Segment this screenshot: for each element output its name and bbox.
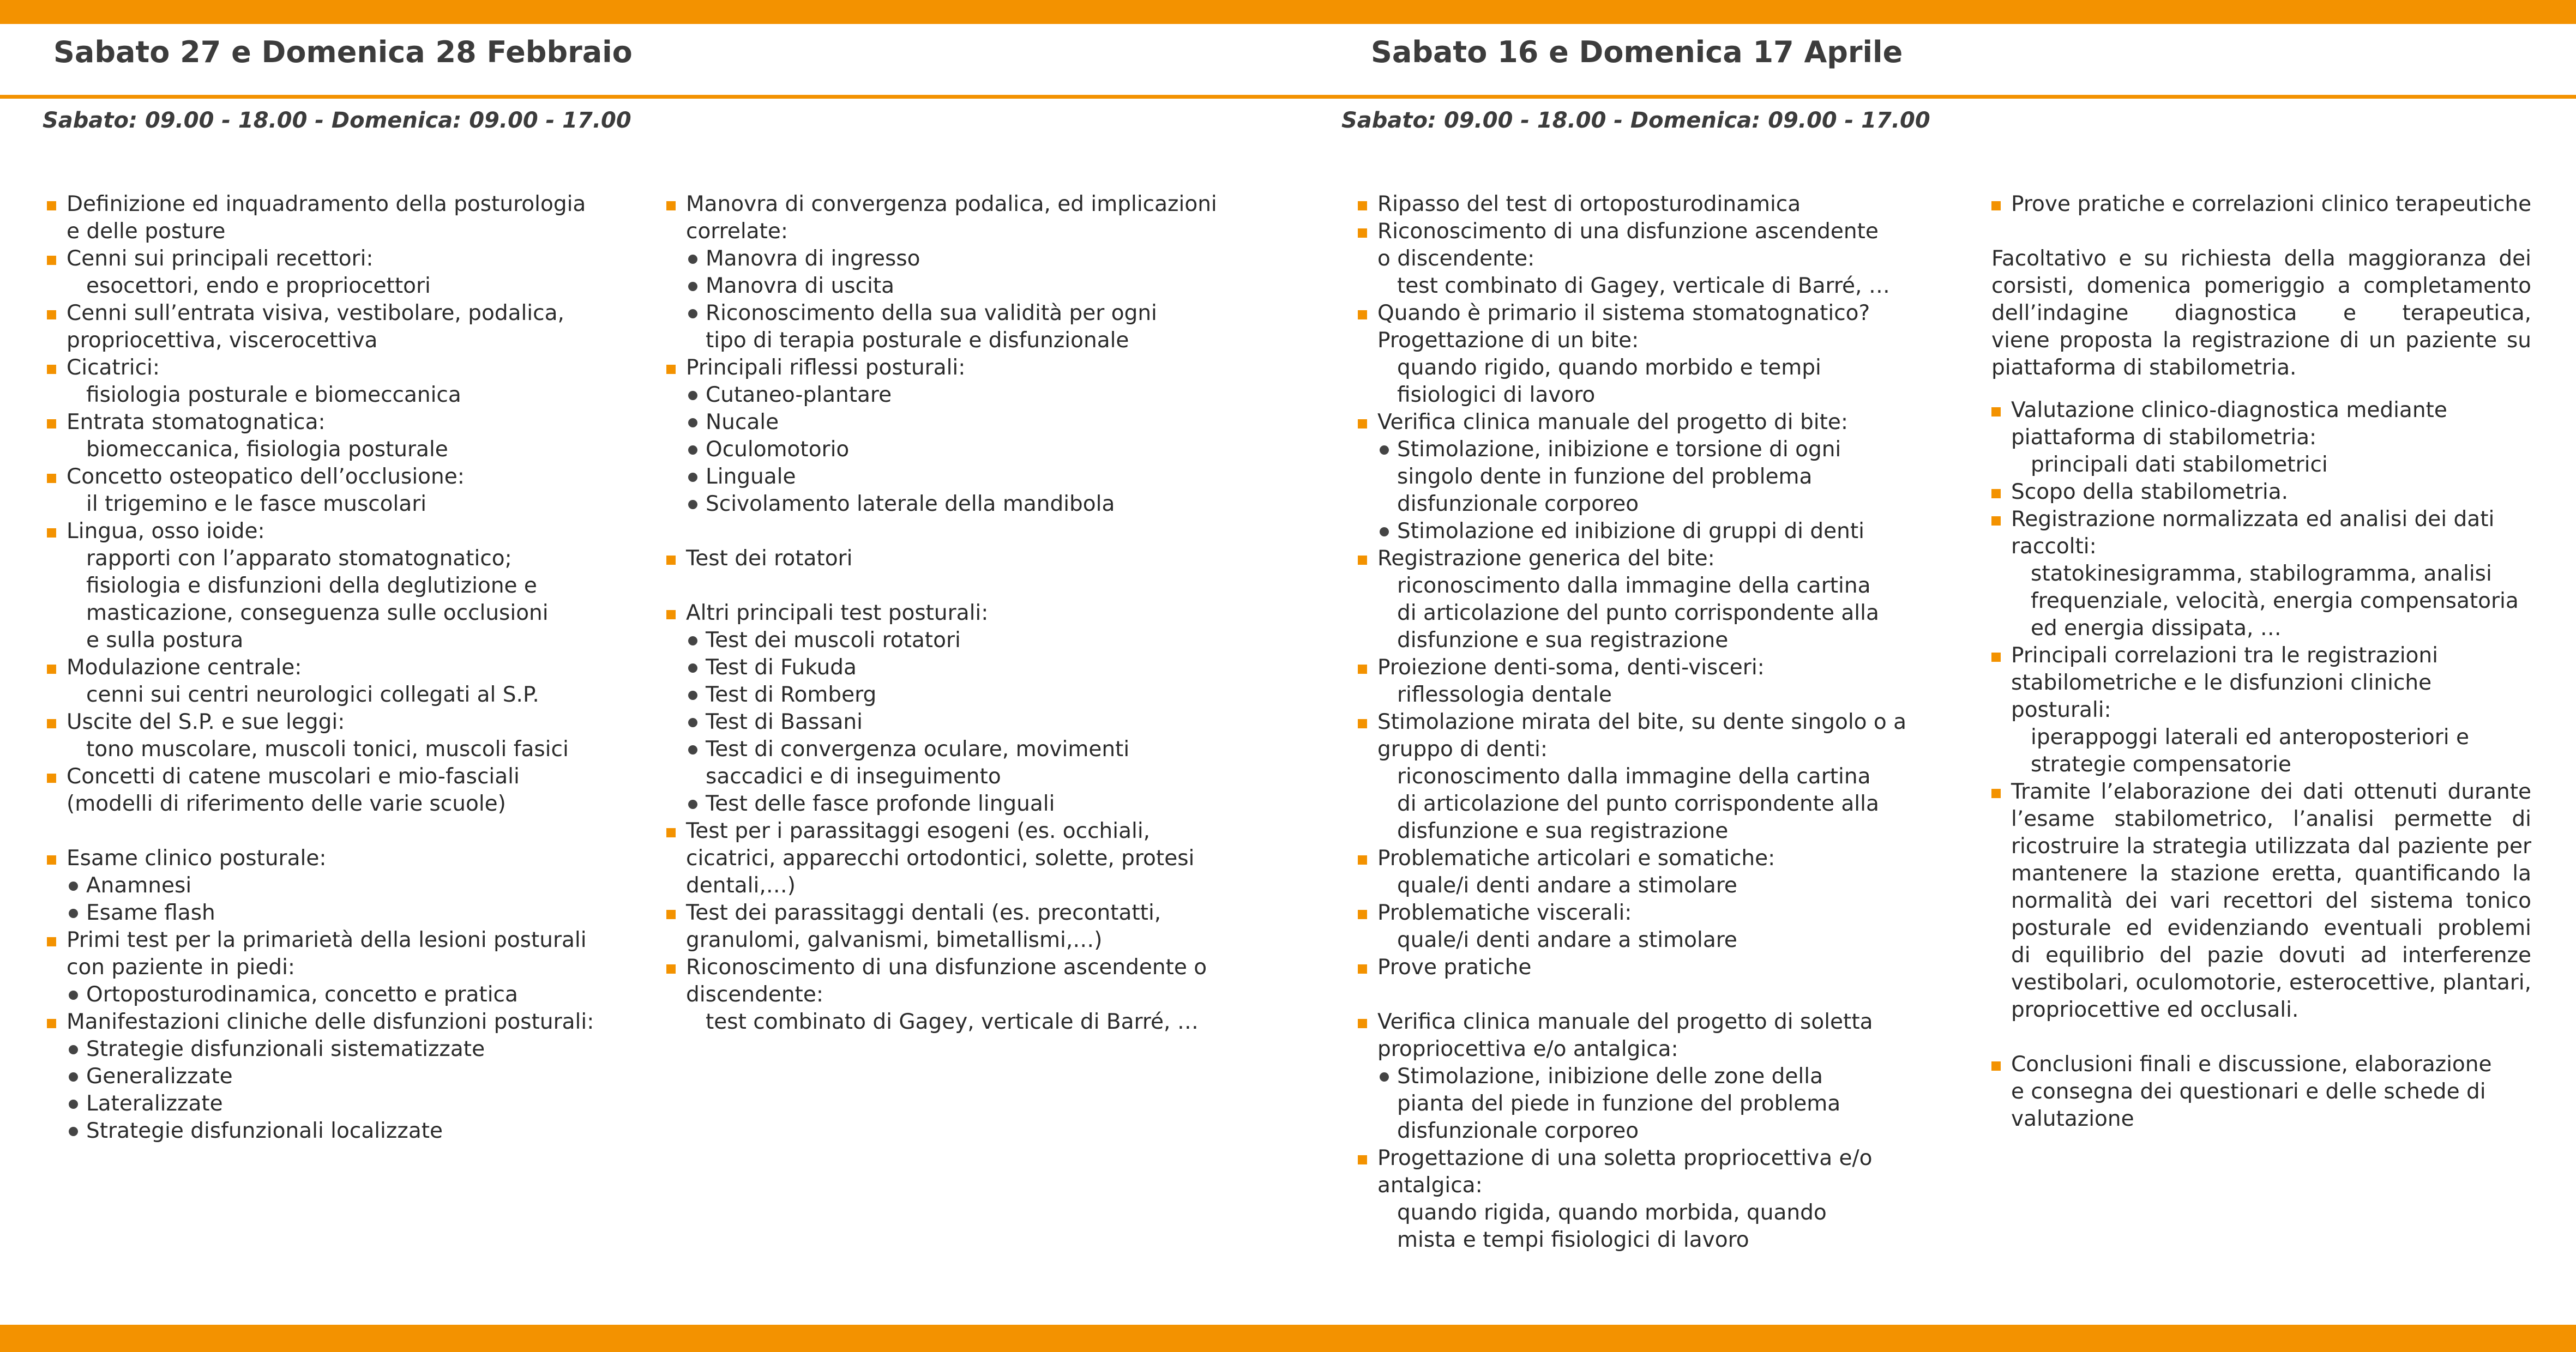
sub-list-item bbox=[686, 654, 1261, 681]
item-text: Quando è primario il sistema stomatognatico? bbox=[1377, 301, 1870, 325]
item-text: Scopo della stabilometria. bbox=[2011, 480, 2289, 504]
item-text: dentali,…) bbox=[686, 873, 796, 898]
item-text: Manovra di convergenza podalica, ed implicazioni bbox=[686, 192, 1217, 216]
spacer bbox=[1991, 1024, 2531, 1051]
item-text: Modulazione centrale: bbox=[67, 655, 302, 680]
item-detail: quale/i denti andare a stimolare bbox=[1397, 928, 1737, 952]
item-detail: mista e tempi fisiologici di lavoro bbox=[1397, 1228, 1749, 1252]
sub-list-item bbox=[686, 627, 1261, 654]
orange-square-bullet-icon bbox=[666, 964, 676, 974]
bottom-accent-bar bbox=[0, 1325, 2576, 1352]
round-bullet-icon bbox=[688, 473, 697, 482]
list-item bbox=[47, 354, 636, 409]
item-detail: quando rigido, quando morbido e tempi bbox=[1397, 355, 1821, 380]
sub-item-text: Test di Romberg bbox=[706, 683, 877, 707]
orange-square-bullet-icon bbox=[1358, 1019, 1367, 1028]
item-text: Lingua, osso ioide: bbox=[67, 519, 265, 544]
item-text: mantenere la stazione eretta, quantificando la bbox=[2011, 861, 2531, 886]
item-detail: fisiologia e disfunzioni della deglutizione e bbox=[86, 574, 537, 598]
sub-item-text: Stimolazione, inibizione e torsione di ogni bbox=[1397, 437, 1841, 462]
orange-square-bullet-icon bbox=[47, 310, 56, 319]
round-bullet-icon bbox=[69, 1127, 78, 1136]
sub-list-item bbox=[1377, 518, 1919, 545]
header-divider bbox=[0, 95, 2576, 99]
orange-square-bullet-icon bbox=[47, 665, 56, 674]
item-text: normalità dei vari recettori del sistema tonico bbox=[2011, 889, 2531, 913]
item-text: gruppo di denti: bbox=[1377, 737, 1548, 762]
item-detail: principali dati stabilometrici bbox=[2031, 452, 2328, 477]
item-text: con paziente in piedi: bbox=[67, 955, 296, 980]
round-bullet-icon bbox=[69, 1100, 78, 1109]
item-text: Esame clinico posturale: bbox=[67, 846, 327, 871]
orange-square-bullet-icon bbox=[47, 937, 56, 946]
sub-item-text: Generalizzate bbox=[86, 1064, 233, 1089]
orange-square-bullet-icon bbox=[47, 528, 56, 538]
list-item bbox=[666, 818, 1261, 900]
sub-item-text: disfunzionale corporeo bbox=[1397, 1119, 1639, 1143]
item-text: e delle posture bbox=[67, 219, 226, 244]
list-item bbox=[1358, 1009, 1919, 1145]
list-item bbox=[1358, 545, 1919, 654]
sub-list-item bbox=[686, 491, 1261, 518]
round-bullet-icon bbox=[688, 691, 697, 700]
item-detail: tono muscolare, muscoli tonici, muscoli fasici bbox=[86, 737, 569, 762]
item-text: Registrazione normalizzata ed analisi dei dati bbox=[2011, 507, 2495, 532]
list-item bbox=[1991, 778, 2531, 1024]
item-text: o discendente: bbox=[1377, 246, 1535, 271]
sub-item-text: Test di Fukuda bbox=[706, 655, 857, 680]
sub-item-text: Linguale bbox=[706, 464, 796, 489]
list-item bbox=[1991, 642, 2531, 778]
orange-square-bullet-icon bbox=[1991, 1061, 2001, 1071]
top-accent-bar bbox=[0, 0, 2576, 24]
item-text: Riconoscimento di una disfunzione ascendente bbox=[1377, 219, 1879, 244]
round-bullet-icon bbox=[69, 882, 78, 891]
sub-list bbox=[67, 981, 636, 1009]
item-text: Cenni sull’entrata visiva, vestibolare, podalica, bbox=[67, 301, 564, 325]
list-item bbox=[47, 1009, 636, 1145]
list-item bbox=[47, 300, 636, 354]
item-detail: disfunzione e sua registrazione bbox=[1397, 628, 1729, 653]
orange-square-bullet-icon bbox=[666, 556, 676, 565]
list-item bbox=[666, 545, 1261, 572]
round-bullet-icon bbox=[688, 745, 697, 755]
sub-item-text: Test di Bassani bbox=[706, 710, 863, 734]
item-text: Stimolazione mirata del bite, su dente singolo o a bbox=[1377, 710, 1907, 734]
item-text: Progettazione di una soletta propriocettiva e/o bbox=[1377, 1146, 1873, 1170]
sub-item-text: Lateralizzate bbox=[86, 1091, 223, 1116]
round-bullet-icon bbox=[688, 500, 697, 509]
item-text: Ripasso del test di ortoposturodinamica bbox=[1377, 192, 1801, 216]
column-4 bbox=[1991, 191, 2531, 1133]
sub-list-item bbox=[686, 709, 1261, 736]
paragraph-line: viene proposta la registrazione di un paziente su bbox=[1991, 328, 2531, 353]
sub-list bbox=[67, 872, 636, 927]
sub-list-item bbox=[67, 900, 636, 927]
item-text: Principali correlazioni tra le registrazioni bbox=[2011, 643, 2438, 668]
sub-item-text: Riconoscimento della sua validità per ogni bbox=[706, 301, 1157, 325]
orange-square-bullet-icon bbox=[1991, 407, 2001, 417]
round-bullet-icon bbox=[69, 1072, 78, 1082]
item-detail: biomeccanica, fisiologia posturale bbox=[86, 437, 448, 462]
item-text: propriocettive ed occlusali. bbox=[2011, 998, 2299, 1022]
list-item bbox=[47, 409, 636, 463]
item-text: Valutazione clinico-diagnostica mediante bbox=[2011, 398, 2447, 422]
sub-item-text: Test di convergenza oculare, movimenti bbox=[706, 737, 1130, 762]
sub-item-text: Manovra di uscita bbox=[706, 274, 895, 298]
spacer bbox=[47, 818, 636, 845]
item-detail: disfunzione e sua registrazione bbox=[1397, 819, 1729, 843]
round-bullet-icon bbox=[688, 418, 697, 427]
sub-list bbox=[67, 1036, 636, 1145]
sub-item-text: Scivolamento laterale della mandibola bbox=[706, 492, 1115, 516]
sub-item-text: Strategie disfunzionali sistematizzate bbox=[86, 1037, 485, 1061]
item-detail: di articolazione del punto corrispondente alla bbox=[1397, 601, 1879, 625]
spacer bbox=[1358, 981, 1919, 1009]
orange-square-bullet-icon bbox=[666, 910, 676, 919]
orange-square-bullet-icon bbox=[47, 855, 56, 865]
sub-list-item bbox=[686, 736, 1261, 790]
sub-list-item bbox=[1377, 1063, 1919, 1145]
list-item bbox=[666, 600, 1261, 818]
item-text: propriocettiva, viscerocettiva bbox=[67, 328, 378, 353]
item-text: Concetti di catene muscolari e mio-fasciali bbox=[67, 764, 520, 789]
item-text: l’esame stabilometrico, l’analisi permette di bbox=[2011, 807, 2531, 831]
weekend2-hours: Sabato: 09.00 - 18.00 - Domenica: 09.00 - 17.00 bbox=[1341, 108, 1930, 133]
orange-square-bullet-icon bbox=[1358, 855, 1367, 865]
item-text: correlate: bbox=[686, 219, 788, 244]
sub-item-text: singolo dente in funzione del problema bbox=[1397, 464, 1813, 489]
orange-square-bullet-icon bbox=[1991, 516, 2001, 526]
list-item bbox=[47, 763, 636, 818]
orange-square-bullet-icon bbox=[1991, 489, 2001, 498]
list-item bbox=[1991, 479, 2531, 506]
item-detail: cenni sui centri neurologici collegati al S.P. bbox=[86, 683, 539, 707]
sub-item-text: pianta del piede in funzione del problema bbox=[1397, 1091, 1841, 1116]
round-bullet-icon bbox=[688, 391, 697, 400]
item-detail: ed energia dissipata, … bbox=[2031, 616, 2282, 641]
item-text: Uscite del S.P. e sue leggi: bbox=[67, 710, 345, 734]
item-text: piattaforma di stabilometria: bbox=[2011, 425, 2317, 450]
round-bullet-icon bbox=[1380, 445, 1389, 455]
spacer bbox=[666, 518, 1261, 545]
list-item bbox=[666, 354, 1261, 518]
item-text: Prove pratiche e correlazioni clinico terapeutiche bbox=[2011, 192, 2532, 216]
sub-item-text: Oculomotorio bbox=[706, 437, 850, 462]
round-bullet-icon bbox=[69, 991, 78, 1000]
orange-square-bullet-icon bbox=[1991, 789, 2001, 798]
list-item bbox=[1358, 409, 1919, 545]
item-detail: riflessologia dentale bbox=[1397, 683, 1612, 707]
bullet-list bbox=[47, 191, 636, 1145]
item-detail: test combinato di Gagey, verticale di Barré, … bbox=[1397, 274, 1890, 298]
orange-square-bullet-icon bbox=[1358, 719, 1367, 728]
orange-square-bullet-icon bbox=[1991, 653, 2001, 662]
item-detail: il trigemino e le fasce muscolari bbox=[86, 492, 427, 516]
list-item bbox=[1358, 900, 1919, 954]
spacer bbox=[1991, 218, 2531, 245]
item-text: (modelli di riferimento delle varie scuole) bbox=[67, 792, 506, 816]
list-item bbox=[1358, 709, 1919, 845]
item-text: Manifestazioni cliniche delle disfunzioni posturali: bbox=[67, 1010, 594, 1034]
item-text: Conclusioni finali e discussione, elaborazione bbox=[2011, 1052, 2492, 1077]
round-bullet-icon bbox=[688, 636, 697, 645]
sub-item-text: Test dei muscoli rotatori bbox=[706, 628, 961, 653]
item-text: raccolti: bbox=[2011, 534, 2097, 559]
sub-item-text: Esame flash bbox=[86, 901, 215, 925]
list-item bbox=[1358, 191, 1919, 218]
item-detail: iperappoggi laterali ed anteroposteriori e bbox=[2031, 725, 2469, 750]
list-item bbox=[47, 191, 636, 245]
round-bullet-icon bbox=[688, 309, 697, 318]
item-text: ricostruire la strategia utilizzata dal paziente per bbox=[2011, 834, 2531, 859]
item-text: Cicatrici: bbox=[67, 355, 160, 380]
sub-item-text: Test delle fasce profonde linguali bbox=[706, 792, 1055, 816]
item-text: Tramite l’elaborazione dei dati ottenuti durante bbox=[2011, 780, 2531, 804]
list-item bbox=[47, 518, 636, 654]
item-text: stabilometriche e le disfunzioni cliniche bbox=[2011, 671, 2432, 695]
item-text: vestibolari, oculomotorie, esterocettive, plantari, bbox=[2011, 970, 2531, 995]
round-bullet-icon bbox=[1380, 527, 1389, 536]
item-detail: quando rigida, quando morbida, quando bbox=[1397, 1200, 1827, 1225]
item-text: Test dei rotatori bbox=[686, 546, 853, 571]
item-text: posturali: bbox=[2011, 698, 2111, 722]
column-1 bbox=[47, 191, 636, 1145]
item-text: e consegna dei questionari e delle schede di bbox=[2011, 1079, 2486, 1104]
item-text: di equilibrio del pazie dovuti ad interferenze bbox=[2011, 943, 2531, 968]
orange-square-bullet-icon bbox=[1991, 201, 2001, 210]
sub-item-text: Cutaneo-plantare bbox=[706, 383, 892, 407]
orange-square-bullet-icon bbox=[47, 474, 56, 483]
sub-item-text: disfunzionale corporeo bbox=[1397, 492, 1639, 516]
sub-list-item bbox=[686, 382, 1261, 409]
column-2 bbox=[666, 191, 1261, 1036]
list-item bbox=[1991, 397, 2531, 479]
orange-square-bullet-icon bbox=[666, 610, 676, 619]
orange-square-bullet-icon bbox=[1358, 556, 1367, 565]
item-text: Test dei parassitaggi dentali (es. precontatti, bbox=[686, 901, 1161, 925]
round-bullet-icon bbox=[1380, 1072, 1389, 1082]
sub-list bbox=[686, 245, 1261, 354]
sub-list-item bbox=[686, 300, 1261, 354]
sub-list-item bbox=[686, 790, 1261, 818]
sub-list-item bbox=[686, 681, 1261, 709]
item-text: Altri principali test posturali: bbox=[686, 601, 989, 625]
item-text: discendente: bbox=[686, 982, 823, 1007]
item-detail: e sulla postura bbox=[86, 628, 244, 653]
list-item bbox=[1358, 845, 1919, 900]
list-item bbox=[1358, 218, 1919, 300]
sub-list bbox=[1377, 1063, 1919, 1145]
list-item bbox=[47, 845, 636, 927]
optional-note-paragraph bbox=[1991, 245, 2531, 382]
list-item bbox=[47, 927, 636, 1009]
list-item bbox=[47, 463, 636, 518]
orange-square-bullet-icon bbox=[47, 256, 56, 265]
item-text: Verifica clinica manuale del progetto di soletta bbox=[1377, 1010, 1873, 1034]
list-item bbox=[1991, 1051, 2531, 1133]
sub-item-text: Ortoposturodinamica, concetto e pratica bbox=[86, 982, 518, 1007]
list-item bbox=[47, 709, 636, 763]
round-bullet-icon bbox=[69, 909, 78, 918]
item-detail: riconoscimento dalla immagine della cartina bbox=[1397, 574, 1871, 598]
round-bullet-icon bbox=[69, 1045, 78, 1054]
orange-square-bullet-icon bbox=[666, 365, 676, 374]
orange-square-bullet-icon bbox=[1358, 665, 1367, 674]
sub-list-item bbox=[686, 409, 1261, 436]
sub-list-item bbox=[686, 273, 1261, 300]
item-text: propriocettiva e/o antalgica: bbox=[1377, 1037, 1678, 1061]
bullet-list bbox=[1358, 191, 1919, 1254]
item-text: Progettazione di un bite: bbox=[1377, 328, 1639, 353]
list-item bbox=[666, 191, 1261, 354]
sub-list bbox=[686, 627, 1261, 818]
list-item bbox=[1358, 654, 1919, 709]
weekend1-hours: Sabato: 09.00 - 18.00 - Domenica: 09.00 - 17.00 bbox=[43, 108, 631, 133]
item-detail: di articolazione del punto corrispondente alla bbox=[1397, 792, 1879, 816]
sub-list-item bbox=[686, 463, 1261, 491]
sub-list bbox=[686, 382, 1261, 518]
item-detail: esocettori, endo e propriocettori bbox=[86, 274, 431, 298]
list-item bbox=[47, 245, 636, 300]
item-text: Registrazione generica del bite: bbox=[1377, 546, 1715, 571]
sub-item-text: Manovra di ingresso bbox=[706, 246, 920, 271]
item-detail: test combinato di Gagey, verticale di Barré, … bbox=[706, 1010, 1199, 1034]
orange-square-bullet-icon bbox=[47, 1019, 56, 1028]
item-text: Proiezione denti-soma, denti-visceri: bbox=[1377, 655, 1765, 680]
item-text: Entrata stomatognatica: bbox=[67, 410, 326, 434]
item-text: Riconoscimento di una disfunzione ascendente o bbox=[686, 955, 1207, 980]
item-text: Prove pratiche bbox=[1377, 955, 1532, 980]
item-text: granulomi, galvanismi, bimetallismi,…) bbox=[686, 928, 1103, 952]
sub-list-item bbox=[67, 872, 636, 900]
sub-item-text: saccadici e di inseguimento bbox=[706, 764, 1001, 789]
round-bullet-icon bbox=[688, 800, 697, 809]
paragraph-line: Facoltativo e su richiesta della maggioranza dei bbox=[1991, 246, 2531, 271]
weekend2-title: Sabato 16 e Domenica 17 Aprile bbox=[1371, 35, 1903, 69]
item-text: posturale ed evidenziando eventuali problemi bbox=[2011, 916, 2531, 940]
item-text: cicatrici, apparecchi ortodontici, solette, protesi bbox=[686, 846, 1195, 871]
item-detail: fisiologia posturale e biomeccanica bbox=[86, 383, 461, 407]
bullet-list bbox=[666, 191, 1261, 1036]
spacer bbox=[1991, 382, 2531, 397]
list-item bbox=[1991, 191, 2531, 218]
item-text: Problematiche articolari e somatiche: bbox=[1377, 846, 1775, 871]
item-detail: masticazione, conseguenza sulle occlusioni bbox=[86, 601, 549, 625]
item-detail: rapporti con l’apparato stomatognatico; bbox=[86, 546, 512, 571]
item-text: Primi test per la primarietà della lesioni posturali bbox=[67, 928, 587, 952]
orange-square-bullet-icon bbox=[1358, 228, 1367, 238]
round-bullet-icon bbox=[688, 445, 697, 455]
sub-list-item bbox=[67, 1063, 636, 1090]
orange-square-bullet-icon bbox=[1358, 419, 1367, 428]
orange-square-bullet-icon bbox=[1358, 910, 1367, 919]
item-text: Principali riflessi posturali: bbox=[686, 355, 966, 380]
item-detail: frequenziale, velocità, energia compensatoria bbox=[2031, 589, 2519, 613]
list-item bbox=[47, 654, 636, 709]
orange-square-bullet-icon bbox=[1358, 201, 1367, 210]
paragraph-line: dell’indagine diagnostica e terapeutica, bbox=[1991, 301, 2531, 325]
sub-list-item bbox=[67, 1090, 636, 1118]
orange-square-bullet-icon bbox=[47, 365, 56, 374]
item-text: Definizione ed inquadramento della posturologia bbox=[67, 192, 586, 216]
sub-item-text: tipo di terapia posturale e disfunzionale bbox=[706, 328, 1129, 353]
orange-square-bullet-icon bbox=[47, 201, 56, 210]
sub-list-item bbox=[1377, 436, 1919, 518]
round-bullet-icon bbox=[688, 718, 697, 727]
list-item bbox=[666, 954, 1261, 1036]
round-bullet-icon bbox=[688, 282, 697, 291]
list-item bbox=[1991, 506, 2531, 642]
orange-square-bullet-icon bbox=[1358, 964, 1367, 974]
orange-square-bullet-icon bbox=[47, 719, 56, 728]
orange-square-bullet-icon bbox=[47, 419, 56, 428]
sub-list-item bbox=[67, 1036, 636, 1063]
item-text: Test per i parassitaggi esogeni (es. occhiali, bbox=[686, 819, 1151, 843]
round-bullet-icon bbox=[688, 663, 697, 673]
item-text: Problematiche viscerali: bbox=[1377, 901, 1632, 925]
item-text: antalgica: bbox=[1377, 1173, 1483, 1198]
sub-list bbox=[1377, 436, 1919, 545]
sub-list-item bbox=[686, 436, 1261, 463]
spacer bbox=[666, 572, 1261, 600]
sub-item-text: Anamnesi bbox=[86, 873, 192, 898]
item-detail: strategie compensatorie bbox=[2031, 752, 2291, 777]
column-3 bbox=[1358, 191, 1919, 1254]
list-item bbox=[666, 900, 1261, 954]
item-detail: riconoscimento dalla immagine della cartina bbox=[1397, 764, 1871, 789]
weekend1-title: Sabato 27 e Domenica 28 Febbraio bbox=[53, 35, 633, 69]
sub-list-item bbox=[67, 981, 636, 1009]
item-text: Cenni sui principali recettori: bbox=[67, 246, 374, 271]
list-item bbox=[1358, 300, 1919, 409]
paragraph-line: piattaforma di stabilometria. bbox=[1991, 355, 2297, 380]
orange-square-bullet-icon bbox=[666, 201, 676, 210]
orange-square-bullet-icon bbox=[1358, 1155, 1367, 1164]
orange-square-bullet-icon bbox=[666, 828, 676, 837]
list-item bbox=[1358, 1145, 1919, 1254]
orange-square-bullet-icon bbox=[47, 774, 56, 783]
item-detail: statokinesigramma, stabilogramma, analisi bbox=[2031, 562, 2492, 586]
item-text: valutazione bbox=[2011, 1107, 2134, 1131]
item-text: Concetto osteopatico dell’occlusione: bbox=[67, 464, 465, 489]
sub-list-item bbox=[67, 1118, 636, 1145]
sub-list-item bbox=[686, 245, 1261, 273]
list-item bbox=[1358, 954, 1919, 981]
round-bullet-icon bbox=[688, 255, 697, 264]
sub-item-text: Stimolazione ed inibizione di gruppi di denti bbox=[1397, 519, 1864, 544]
orange-square-bullet-icon bbox=[1358, 310, 1367, 319]
sub-item-text: Strategie disfunzionali localizzate bbox=[86, 1119, 443, 1143]
item-detail: quale/i denti andare a stimolare bbox=[1397, 873, 1737, 898]
sub-item-text: Nucale bbox=[706, 410, 779, 434]
paragraph-line: corsisti, domenica pomeriggio a completamento bbox=[1991, 274, 2531, 298]
item-text: Verifica clinica manuale del progetto di bite: bbox=[1377, 410, 1849, 434]
item-detail: fisiologici di lavoro bbox=[1397, 383, 1596, 407]
sub-item-text: Stimolazione, inibizione delle zone della bbox=[1397, 1064, 1823, 1089]
